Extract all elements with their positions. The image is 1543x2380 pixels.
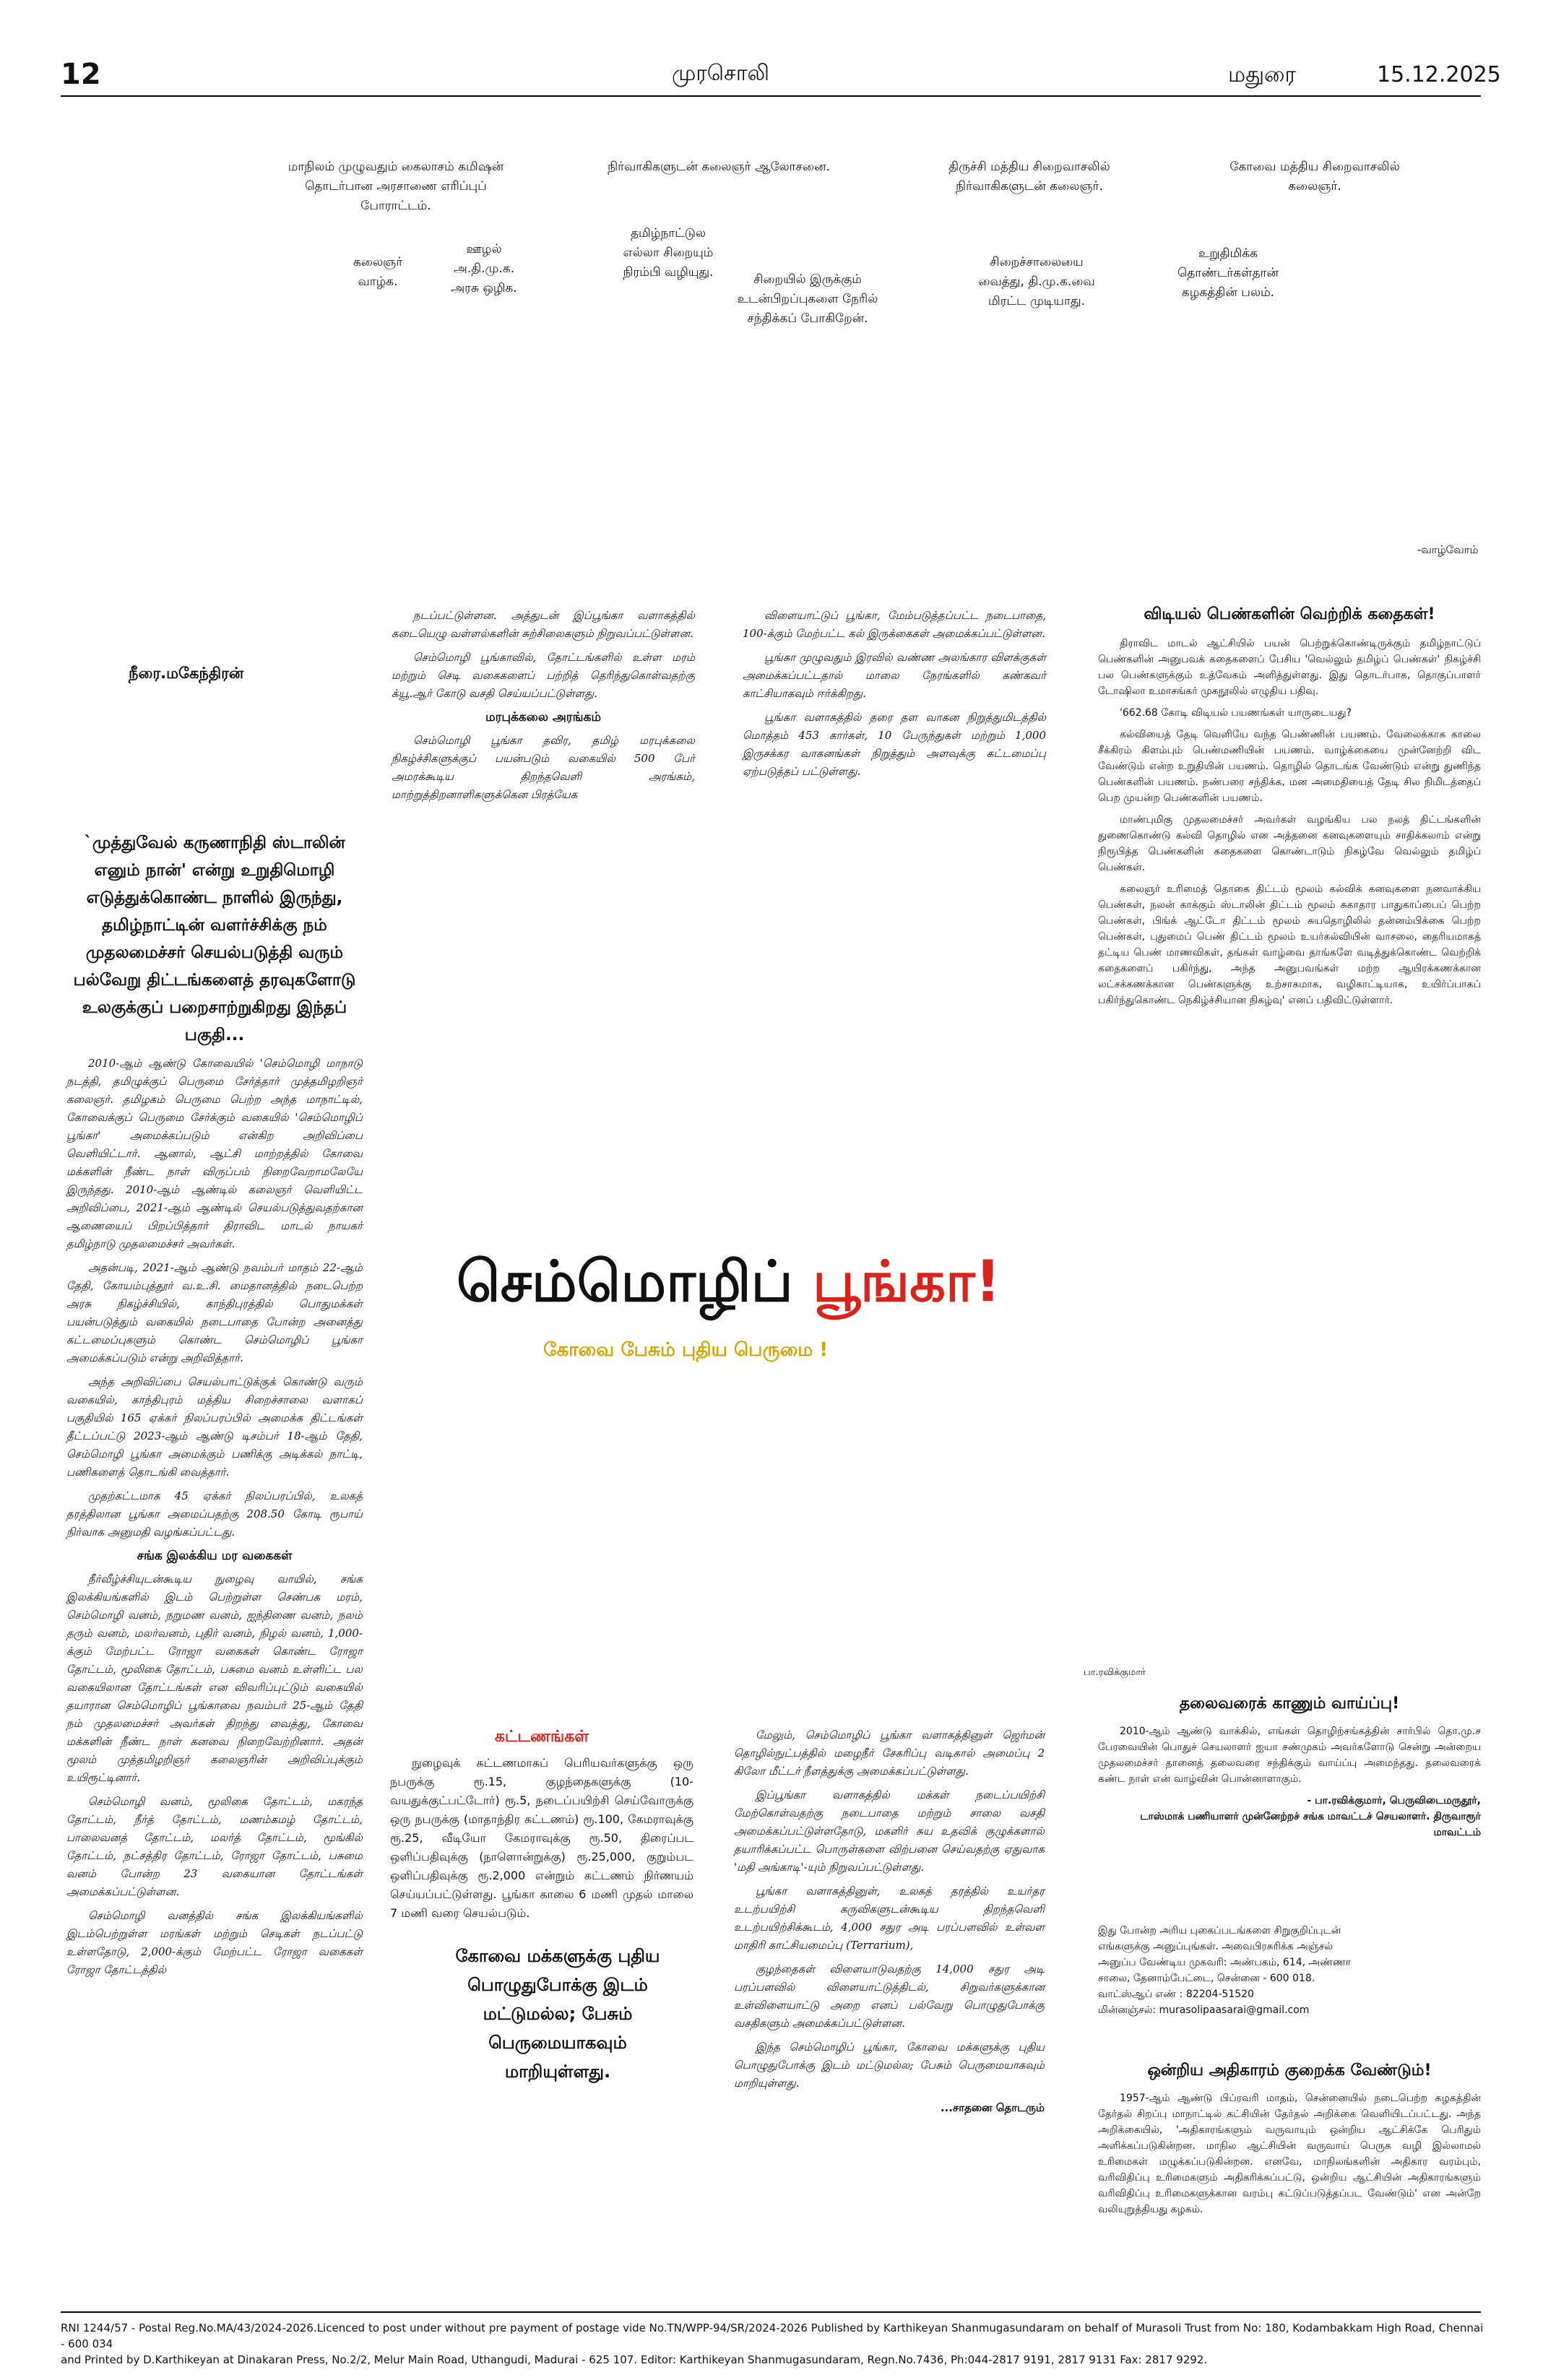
article-paragraph: பூங்கா முழுவதும் இரவில் வண்ண அலங்கார விளக்குகள் அமைக்கப்பட்டதால் மாலை நேரங்களில் கண்கவர் காட்சியாகவும் ஈர்க்கிறது. (743, 651, 1046, 700)
letter-section (1098, 1695, 1481, 1840)
women-paragraph: கலைஞர் உரிமைத் தொகை திட்டம் மூலம் கல்விக் கனவுகளை நனவாக்கிய பெண்கள், நலன் காக்கும் ஸ்டாலின் திட்டம் மூலம் சுகாதார பாதுகாப்பைப் பெற்ற பெண்கள், பிங்க் ஆட்டோ திட்டம் மூலம் சுயதொழிலில் தன்னம்பிக்கை பெற்ற பெண்கள், புதுமைப் பெண் திட்டம் மூலம் உயர்கல்வியின் வாசலை, தைரியமாகத் தட்டிய பெண் மாணவிகள், தங்கள் வாழ்வை தாங்களே வடித்துக்கொண்ட வெற்றிக் கதைகளைப் பகிர்ந்து, அந்த அனுபவங்கள் மற்ற ஆயிரக்கணக்கான லட்சக்கணக்கான பெண்களுக்கு உற்சாகமாக, வழிகாட்டியாக, உயிர்ப்பாகப் பகிர்ந்துகொண்ட நெகிழ்ச்சியான நிகழ்வு' எனப் பதிவிட்டுள்ளார். (1098, 883, 1481, 1006)
invite-email[interactable]: மின்னஞ்சல்: murasolipaasarai@gmail.com (1098, 2004, 1310, 2016)
byline: நீரை.மகேந்திரன் (129, 665, 244, 682)
women-stories-title: விடியல் பெண்களின் வெற்றிக் கதைகள்! (1144, 605, 1435, 623)
article-paragraph: செம்மொழி வனத்தில் சங்க இலக்கியங்களில் இடம்பெற்றுள்ள மரங்கள் மற்றும் செடிகள் நடப்பட்டு உள்ளதோடு, 2,000-க்கும் மேற்பட்ட ரோஜா வகைகள் ரோஜா தோட்டத்தில் (66, 1909, 363, 1976)
newspaper-name: முரசொலி (672, 61, 769, 86)
letter-author-tag: பா.ரவிக்குமார் (1084, 1667, 1146, 1678)
article-paragraph: பூங்கா வளாகத்தில் தரை தள வாகன நிறுத்துமிடத்தில் மொத்தம் 453 கார்கள், 10 பேருந்துகள் மற்றும் 1,000 இருசக்கர வாகனங்கள் நிறுத்தும் அளவுக்கு கட்டமைப்பு ஏற்படுத்தப் பட்டுள்ளது. (743, 711, 1046, 778)
article-paragraph: நீர்வீழ்ச்சியுடன்கூடிய நுழைவு வாயில், சங்க இலக்கியங்களில் இடம் பெற்றுள்ள செண்பக மரம், செம்மொழி வனம், நறுமண வனம், ஐந்திணை வனம், நலம் தரும் வனம், மலர்வனம், புதிர் வனம், நிழல் வனம், 1,000-க்கும் மேற்பட்ட ரோஜா வகைகள் கொண்ட ரோஜா தோட்டம், மூலிகை தோட்டம், பசுமை வனம் உள்ளிட்ட பல வகையிலான தோட்டங்கள் என விவரிப்புட்டும் வகையில் தயாரான செம்மொழிப் பூங்காவை நவம்பர் 25-ஆம் தேதி நம் முதலமைச்சர் அவர்கள் திறந்து வைத்து, கோவை மக்களின் நீண்ட நாள் கனவை நிறைவேற்றினார். அதன் மூலம் முத்தமிழறிஞர் கலைஞரின் அறிவிப்புக்கும் உயிரூட்டினார். (66, 1572, 363, 1784)
article-column-2 (392, 607, 695, 810)
letter-title: தலைவரைக் காணும் வாய்ப்பு! (1179, 1695, 1400, 1713)
slogan-6: உறுதிமிக்க தொண்டர்கள்தான் கழகத்தின் பலம். (1177, 246, 1279, 300)
photo-caption-3: திருச்சி மத்திய சிறைவாசலில் நிர்வாகிகளுடன் கலைஞர். (948, 160, 1110, 194)
photo-invite-box (1098, 1923, 1373, 2018)
article-paragraph: நடப்பட்டுள்ளன. அத்துடன் இப்பூங்கா வளாகத்தில் கடையெழு வள்ளல்களின் சுற்சிலைகளும் நிறுவப்பட்டுள்ளன. (392, 609, 695, 640)
slogan-2: ஊழல் அ.தி.மு.க. அரசு ஒழிக. (451, 242, 517, 295)
article-paragraph: 2010-ஆம் ஆண்டு கோவையில் 'செம்மொழி மாநாடு நடத்தி, தமிழுக்குப் பெருமை சேர்த்தார் முத்தமிழறிஞர் கலைஞர். தமிழகம் பெருமை பெற்ற அந்த மாநாட்டில், கோவைக்குப் பெருமை சேர்க்கும் வகையில் 'செம்மொழிப் பூங்கா' அமைக்கப்படும் என்கிற அறிவிப்பை வெளியிட்டார். ஆனால், ஆட்சி மாற்றத்தில் கோவை மக்களின் நீண்ட நாள் விருப்பம் நிறைவேறாமலேயே இருந்தது. 2010-ஆம் ஆண்டில் கலைஞர் வெளியிட்ட அறிவிப்பை, 2021-ஆம் ஆண்டில் செயல்படுத்துவதற்கான ஆணையைப் பிறப்பித்தார் திராவிட மாடல் நாயகர் தமிழ்நாடு முதலமைச்சர் அவர்கள். (66, 1057, 363, 1250)
imprint-line-2: and Printed by D.Karthikeyan at Dinakaran Press, No.2/2, Melur Main Road, Uthangudi, Madurai - 625 107. Editor: Karthikeyan Shanmugasundaram, Regn.No.7436, Ph:044-2817 9191, 2817 9131 Fax: 2817 9292. (61, 2353, 1208, 2366)
fees-title: கட்டணங்கள் (494, 1728, 589, 1746)
article-paragraph: பூங்கா வளாகத்தினுள், உலகத் தரத்தில் உயர்தர உடற்பயிற்சி கருவிகளுடன்கூடிய திறந்தவெளி உடற்பயிற்சிக்கூடம், 4,000 சதுர அடி பரப்பளவில் உள்வள மாதிரி காட்சியமைப்பு (Terrarium), (734, 1884, 1045, 1952)
continued-note: ...சாதனை தொடரும் (940, 2101, 1045, 2114)
imprint-footer (61, 2320, 1484, 2368)
article-paragraph: அதன்படி, 2021-ஆம் ஆண்டு நவம்பர் மாதம் 22-ஆம் தேதி, கோயம்புத்தூர் வ.உ.சி. மைதானத்தில் நடைபெற்ற அரசு நிகழ்ச்சியில், காந்திபுரத்தில் பொதுமக்கள் பயன்படுத்தும் வகையில் நடைபாதை போன்ற அனைத்து கட்டமைப்புகளும் கொண்ட செம்மொழிப் பூங்கா அமைக்கப்படும் என்று அறிவித்தார். (66, 1261, 363, 1364)
letter-signature-2: டாஸ்மாக் பணியாளர் முன்னேற்றச் சங்க மாவட்டச் செயலாளர். திருவாரூர் மாவட்டம் (1140, 1811, 1481, 1838)
footer-rule (61, 2311, 1481, 2313)
article-column-3 (743, 607, 1046, 787)
article-paragraph: செம்மொழி வனம், மூலிகை தோட்டம், மகரந்த தோட்டம், நீர்த் தோட்டம், மணம்கமழ் தோட்டம், பாலைவனத் தோட்டம், மலர்த் தோட்டம், மூங்கில் தோட்டம், நட்சத்திர தோட்டம், ரோஜா தோட்டம், பசுமை வனம் போன்ற 23 வகையான தோட்டங்கள் அமைக்கப்பட்டுள்ளன. (66, 1795, 363, 1898)
article-paragraph: விளையாட்டுப் பூங்கா, மேம்படுத்தப்பட்ட நடைபாதை, 100-க்கும் மேற்பட்ட கல் இருக்கைகள் அமைக்கப்பட்டுள்ளன. (743, 609, 1046, 640)
article-paragraph: செம்மொழி பூங்காவில், தோட்டங்களில் உள்ள மரம் மற்றும் செடி வகைகளைப் பற்றித் தெரிந்துகொள்வதற்கு க்யூ.ஆர் கோடு வசதி செய்யப்பட்டுள்ளது. (392, 651, 695, 700)
women-paragraph: '662.68 கோடி விடியல் பயணங்கள் யாருடையது? (1120, 707, 1352, 719)
women-stories-section (1098, 605, 1481, 1014)
women-paragraph: கல்வியைத் தேடி வெளியே வந்த பெண்ணின் பயணம். வேலைக்காக காலை சீக்கிரம் கிளம்பும் பெண்மணியின் பயணம். வாழ்க்கையை முன்னேற்றி விட வேண்டும் என்ற உறுதியின் பயணம். தொழில் தொடங்க வேண்டும் என்று துணிந்த பெண்களின் பயணம். நண்பரை சந்திக்க, மன அமைதியைத் தேடி சில நிமிடத்தைப் பெற முயன்ற பெண்களின் பயணம். (1098, 729, 1481, 804)
women-paragraph: திராவிட மாடல் ஆட்சியில் பயன் பெற்றுக்கொண்டிருக்கும் தமிழ்நாட்டுப் பெண்களின் அனுபவக் கதைகளைப் பேசிய 'வெல்லும் தமிழ்ப் பெண்கள்' நிகழ்ச்சி பல பெண்களுக்கும் உத்வேகம் அளித்துள்ளது. இது தொடர்பாக, தொகுப்பாளர் டோஷிலா உமாசங்கர் முகநூலில் எழுதிய பதிவு. (1098, 638, 1481, 697)
slogan-1: கலைஞர் வாழ்க. (353, 255, 403, 289)
headline-kicker: கோவை பேசும் புதிய பெருமை ! (543, 1339, 829, 1361)
photo-caption-2: நிர்வாகிகளுடன் கலைஞர் ஆலோசனை. (608, 160, 830, 174)
subheading: மரபுக்கலை அரங்கம் (485, 710, 602, 724)
federalism-text: 1957-ஆம் ஆண்டு பிப்ரவரி மாதம், சென்னையில் நடைபெற்ற கழகத்தின் தேர்தல் சிறப்பு மாநாட்டில் கட்சியின் தேர்தல் அறிக்கை வெளியிடப்பட்டது. அந்த அறிக்கையில், 'அதிகாரங்களும் வருவாயும் ஒன்றிய ஆட்சிக்கே பெரிதும் அளிக்கப்படுகின்றன. மாநில ஆட்சியின் வருவாய் பெருக வழி இல்லாமல் உரிமைகள் மழுக்கப்படுகின்றன. எனவே, மாநிலங்களின் அதிகார வரம்பும், வரிவிதிப்பு உரிமைகளும் அதிகரிக்கப்பட்டு, ஒன்றிய ஆட்சியின் அதிகாரங்களும் வரிவிதிப்பு உரிமைகளுக்கான வரம்பு கட்டுப்படுத்தப்பட வேண்டும்' என அன்றே வலியுறுத்தியது கழகம். (1098, 2093, 1481, 2215)
article-paragraph: அந்த அறிவிப்பை செயல்பாட்டுக்குக் கொண்டு வரும் வகையில், காந்திபுரம் மத்திய சிறைச்சாலை வளாகப் பகுதியில் 165 ஏக்கர் நிலப்பரப்பில் அமைக்க திட்டங்கள் தீட்டப்பட்டு 2023-ஆம் ஆண்டு டிசம்பர் 18-ஆம் தேதி, செம்மொழி பூங்கா அமைக்கும் பணிக்கு அடிக்கல் நாட்டி, பணிகளைத் தொடங்கி வைத்தார். (66, 1375, 363, 1479)
fees-box (390, 1728, 693, 1929)
edition-city: மதுரை (1228, 62, 1297, 87)
page-number: 12 (61, 58, 101, 91)
fees-text: நுழைவுக் கட்டணமாகப் பெரியவர்களுக்கு ஒரு நபருக்கு ரூ.15, குழந்தைகளுக்கு (10-வயதுக்குட்பட்டோர்) ரூ.5, நடைப்பயிற்சி செய்வோருக்கு ஒரு நபருக்கு (மாதாந்திர கட்டணம்) ரூ.100, கேமராவுக்கு ரூ.25, வீடியோ கேமராவுக்கு ரூ.50, திரைப்பட ஒளிப்பதிவுக்கு (நாளொன்றுக்கு) ரூ.25,000, குறும்பட ஒளிப்பதிவுக்கு ரூ.2,000 என்றும் கட்டணம் நிர்ணயம் செய்யப்பட்டுள்ளது. பூங்கா காலை 6 மணி முதல் மாலை 7 மணி வரை செயல்படும். (390, 1756, 693, 1920)
subheading: சங்க இலக்கிய மர வகைகள் (137, 1549, 293, 1563)
photo-caption-4: கோவை மத்திய சிறைவாசலில் கலைஞர். (1229, 160, 1400, 194)
invite-text: இது போன்ற அரிய புகைப்படங்களை சிறுகுறிப்புடன் எங்களுக்கு அனுப்புங்கள். அவைபிரசுரிக்க அஞ்சல் அனுப்ப வேண்டிய முகவரி: அண்பகம், 614, அண்ணா சாலை, தேனாம்பேட்டை, சென்னை - 600 018. (1098, 1925, 1352, 1984)
letter-signature-1: - பா.ரவிக்குமார், பெருவிடைமருதூர், (1307, 1795, 1481, 1806)
masthead-rule (61, 95, 1481, 97)
slogan-3: தமிழ்நாட்டுல எல்லா சிறையும் நிரம்பி வழியுது. (623, 226, 714, 280)
federalism-title: ஒன்றிய அதிகாரம் குறைக்க வேண்டும்! (1147, 2061, 1432, 2080)
federalism-section (1098, 2061, 1481, 2223)
article-paragraph: குழந்தைகள் விளையாடுவதற்கு 14,000 சதுர அடி பரப்பளவில் விளையாட்டுத்திடல், சிறுவர்களுக்கான உள்விளையாட்டு அறை எனப் பல்வேறு பொழுதுபோக்கு வசதிகளும் அமைக்கப்பட்டுள்ளன. (734, 1963, 1045, 2030)
article-paragraph: மேலும், செம்மொழிப் பூங்கா வளாகத்தினுள் ஜெர்மன் தொழில்நுட்பத்தில் மழைநீர் சேகரிப்பு வடிகால் அமைப்பு 2 கிலோ மீட்டர் நீளத்துக்கு அமைக்கப்பட்டுள்ளது. (734, 1728, 1045, 1778)
article-paragraph: இப்பூங்கா வளாகத்தில் மக்கள் நடைப்பயிற்சி மேற்கொள்வதற்கு நடைபாதை மற்றும் சாலை வசதி அமைக்கப்பட்டுள்ளதோடு, மகளிர் சுய உதவிக் குழுக்களால் தயாரிக்கப்பட்ட பொருள்களை விற்பனை செய்வதற்கு ஏதுவாக 'மதி அங்காடி'-யும் நிறுவப்பட்டுள்ளது. (734, 1788, 1045, 1874)
slogan-5: சிறைச்சாலையை வைத்து, தி.மு.க.வை மிரட்ட முடியாது. (978, 255, 1095, 308)
edition-date: 15.12.2025 (1377, 62, 1501, 87)
headline-part-1: செம்மொழிப் (457, 1250, 813, 1315)
imprint-line-1: RNI 1244/57 - Postal Reg.No.MA/43/2024-2026.Licenced to post under without pre payment of postage vide No.TN/WPP-94/SR/2024-2026 Published by Karthikeyan Shanmugasundaram on behalf of Murasoli Trust from No: 180, Kodambakkam High Road, Chennai - 600 034 (61, 2321, 1484, 2350)
article-column-3-bottom (734, 1726, 1045, 2116)
continued-tag: -வாழ்வோம் (1417, 543, 1479, 556)
photo-caption-1: மாநிலம் முழுவதும் கைலாசம் கமிஷன் தொடர்பான அரசாணை எரிப்புப் போராட்டம். (288, 160, 504, 213)
headline (457, 1250, 1000, 1322)
article-paragraph: இந்த செம்மொழிப் பூங்கா, கோவை மக்களுக்கு புதிய பொழுதுபோக்கு இடம் மட்டுமல்ல; பேசும் பெருமையாகவும் மாறியுள்ளது. (734, 2041, 1045, 2090)
invite-whatsapp: வாட்ஸ்ஆப் எண் : 82204-51520 (1098, 1989, 1254, 2000)
slogan-4: சிறையில் இருக்கும் உடன்பிறப்புகளை நேரில் சந்திக்கப் போகிறேன். (737, 272, 878, 326)
women-paragraph: மாண்புமிகு முதலமைச்சர் அவர்கள் வழங்கிய பல நலத் திட்டங்களின் துணைகொண்டு கல்வி தொழில் என அத்தனை கனவுகளையும் சாதிக்கலாம் என்று நிரூபித்த பெண்களின் கதைகளை கொண்டாடும் நிகழ்வே வெல்லும் தமிழ்ப் பெண்கள். (1098, 814, 1481, 873)
article-intro: `முத்துவேல் கருணாநிதி ஸ்டாலின் எனும் நான்' என்று உறுதிமொழி எடுத்துக்கொண்ட நாளில் இருந்து, தமிழ்நாட்டின் வளர்ச்சிக்கு நம் முதலமைச்சர் செயல்படுத்தி வரும் பல்வேறு திட்டங்களைத் தரவுகளோடு உலகுக்குப் பறைசாற்றுகிறது இந்தப் பகுதி... (73, 834, 356, 1044)
article-column-1 (66, 1055, 363, 1985)
article-paragraph: முதற்கட்டமாக 45 ஏக்கர் நிலப்பரப்பில், உலகத் தரத்திலான பூங்கா அமைப்பதற்கு 208.50 கோடி ரூபாய் நிர்வாக அனுமதி வழங்கப்பட்டது. (66, 1489, 363, 1539)
pull-quote: கோவை மக்களுக்கு புதிய பொழுதுபோக்கு இடம் மட்டுமல்ல; பேசும் பெருமையாகவும் மாறியுள்ளது. (455, 1946, 660, 2082)
article-paragraph: செம்மொழி பூங்கா தவிர, தமிழ் மரபுக்கலை நிகழ்ச்சிகளுக்குப் பயன்படும் வகையில் 500 பேர் அமரக்கூடிய திறந்தவெளி அரங்கம், மாற்றுத்திறனாளிகளுக்கென பிரத்யேக (392, 734, 695, 801)
letter-text: 2010-ஆம் ஆண்டு வாக்கில், எங்கள் தொழிற்சங்கத்தின் சார்பில் தொ.மு.ச பேரவையின் பொதுச் செயலாளர் ஐயா சண்முகம் அவர்களோடு சென்று அன்றைய முதலமைச்சர் தானைத் தலைவரை சந்திக்கும் வாய்ப்பு அமைந்தது. தலைவரைக் கண்ட நாள் என் வாழ்வின் பொன்னாளாகும். (1098, 1726, 1481, 1785)
headline-part-2: பூங்கா! (812, 1250, 1001, 1315)
